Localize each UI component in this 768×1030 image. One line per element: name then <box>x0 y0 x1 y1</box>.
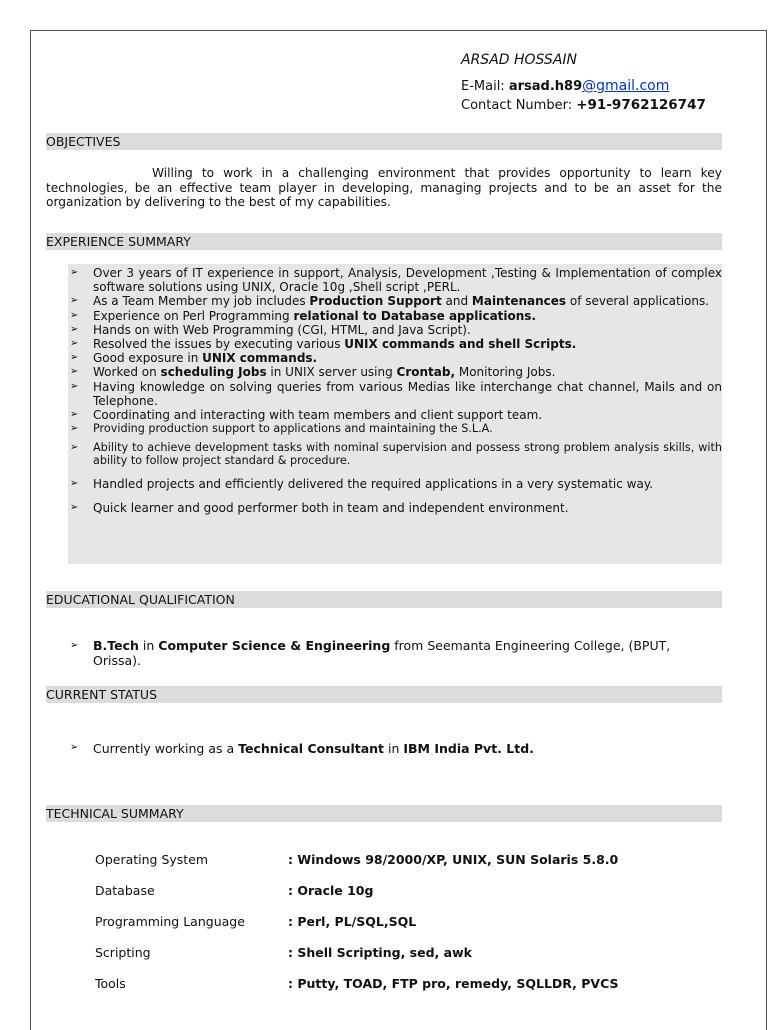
section-current-status: CURRENT STATUS <box>46 686 722 703</box>
section-objectives: OBJECTIVES <box>46 133 722 150</box>
tech-value: : Windows 98/2000/XP, UNIX, SUN Solaris 5.8.0 <box>288 852 619 867</box>
table-row <box>95 976 735 1007</box>
objective-body: Willing to work in a challenging environment that provides opportunity to learn key technologies, be an effective team player in developing, managing projects and to be an asset for the organization by delivering to the best of my capabilities. <box>46 166 722 210</box>
contact-number: +91-9762126747 <box>576 97 706 113</box>
section-technical-summary: TECHNICAL SUMMARY <box>46 805 722 822</box>
tech-value: : Perl, PL/SQL,SQL <box>288 914 417 929</box>
education-list <box>68 638 718 668</box>
table-row <box>95 852 735 883</box>
tech-label: Operating System <box>95 852 209 867</box>
bullet-arrow-icon: ➢ <box>70 380 79 392</box>
tech-value: : Shell Scripting, sed, awk <box>288 945 472 960</box>
section-experience: EXPERIENCE SUMMARY <box>46 233 722 250</box>
status-list <box>68 741 718 756</box>
bullet-arrow-icon: ➢ <box>70 295 79 307</box>
bullet-arrow-icon: ➢ <box>70 423 79 435</box>
list-item: ➢ Hands on with Web Programming (CGI, HTML, and Java Script). <box>70 322 471 337</box>
contact-label: Contact Number: <box>461 98 577 113</box>
list-item: ➢ Providing production support to applications and maintaining the S.L.A. <box>70 422 493 436</box>
technical-table <box>95 852 735 1007</box>
table-row <box>95 883 735 914</box>
list-item: ➢ Coordinating and interacting with team members and client support team. <box>70 408 543 423</box>
bullet-arrow-icon: ➢ <box>70 640 79 651</box>
contact-header <box>461 52 706 115</box>
contact-line <box>461 96 706 115</box>
list-item: ➢ Resolved the issues by executing various UNIX commands and shell Scripts. <box>70 337 577 352</box>
bullet-arrow-icon: ➢ <box>70 442 79 454</box>
bullet-arrow-icon: ➢ <box>70 502 79 514</box>
section-education: EDUCATIONAL QUALIFICATION <box>46 591 722 608</box>
bullet-arrow-icon: ➢ <box>70 742 79 753</box>
objective-text <box>46 166 722 210</box>
tech-value: : Putty, TOAD, FTP pro, remedy, SQLLDR, PVCS <box>288 976 619 991</box>
bullet-arrow-icon: ➢ <box>70 338 79 350</box>
bullet-arrow-icon: ➢ <box>70 323 79 335</box>
email-user: arsad.h89 <box>508 79 583 94</box>
tech-value: : Oracle 10g <box>288 883 374 898</box>
list-item: ➢ Quick learner and good performer both in team and independent environment. <box>70 501 569 516</box>
list-item: ➢ Worked on scheduling Jobs in UNIX server using Crontab, Monitoring Jobs. <box>70 365 556 380</box>
email-label: E-Mail: <box>461 79 509 94</box>
list-item: ➢ Ability to achieve development tasks with nominal supervision and possess strong problem analysis skills, with ability to follow project standard & procedure. <box>70 441 722 468</box>
bullet-arrow-icon: ➢ <box>70 352 79 364</box>
table-row <box>95 945 735 976</box>
bullet-arrow-icon: ➢ <box>70 366 79 378</box>
list-item: ➢ Over 3 years of IT experience in support, Analysis, Development ,Testing & Implementation of complex software solutions using UNIX, Oracle 10g ,Shell script ,PERL. <box>70 266 722 295</box>
experience-list <box>68 266 722 516</box>
list-item: ➢ Currently working as a Technical Consultant in IBM India Pvt. Ltd. <box>70 741 534 756</box>
list-item: ➢ Handled projects and efficiently delivered the required applications in a very systematic way. <box>70 477 654 492</box>
candidate-name: ARSAD HOSSAIN <box>461 52 577 68</box>
list-item: ➢ Good exposure in UNIX commands. <box>70 351 318 366</box>
tech-label: Tools <box>95 976 126 991</box>
table-row <box>95 914 735 945</box>
list-item: ➢ Experience on Perl Programming relational to Database applications. <box>70 308 537 323</box>
tech-label: Scripting <box>95 945 151 960</box>
tech-label: Database <box>95 883 155 898</box>
bullet-arrow-icon: ➢ <box>70 409 79 421</box>
bullet-arrow-icon: ➢ <box>70 478 79 490</box>
email-link[interactable]: @gmail.com <box>582 78 670 94</box>
list-item: ➢ Having knowledge on solving queries from various Medias like interchange chat channel, Mails and on Telephone. <box>70 379 722 408</box>
bullet-arrow-icon: ➢ <box>70 309 79 321</box>
tech-label: Programming Language <box>95 914 245 929</box>
bullet-arrow-icon: ➢ <box>70 267 79 278</box>
email-line <box>461 77 706 96</box>
list-item: ➢ As a Team Member my job includes Production Support and Maintenances of several applications. <box>70 294 710 309</box>
list-item: ➢ B.Tech in Computer Science & Engineering from Seemanta Engineering College, (BPUT, Orissa). <box>70 638 671 668</box>
